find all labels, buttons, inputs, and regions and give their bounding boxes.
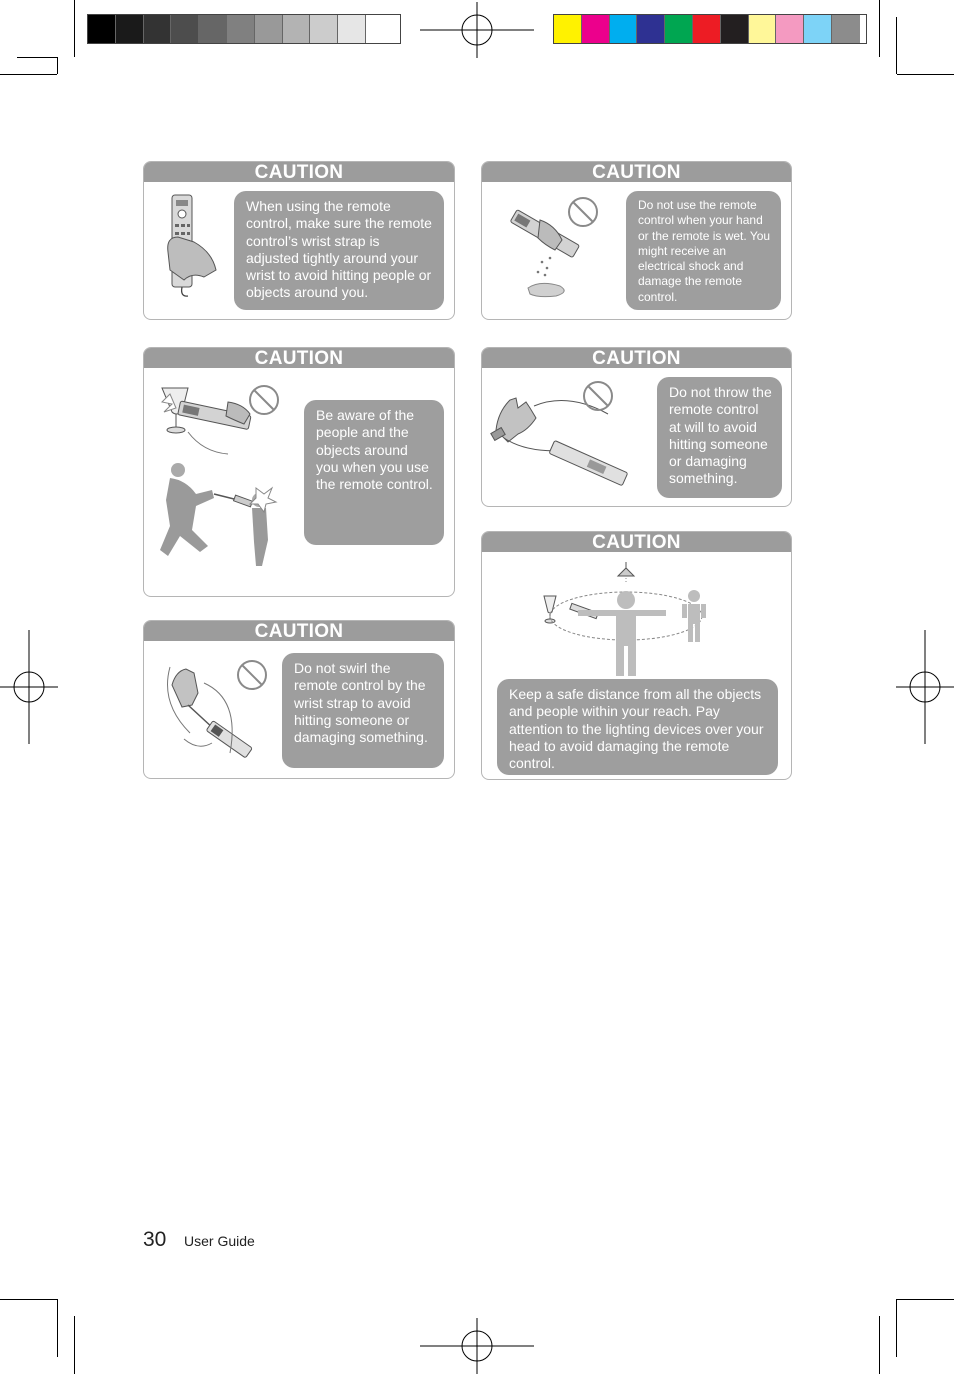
color-swatch [610, 15, 638, 43]
color-swatch [171, 15, 199, 43]
page-number: 30 [143, 1228, 167, 1251]
color-swatch [255, 15, 283, 43]
color-swatch [832, 15, 860, 43]
person-swinging-illustration [156, 460, 281, 572]
caution-box-wet-remote [481, 161, 792, 320]
color-swatch [366, 15, 394, 43]
remote-wrist-strap-illustration [164, 192, 224, 302]
caution-text: Do not throw the remote control at will to avoid hitting someone or damaging something. [657, 377, 782, 498]
caution-box-swirling [143, 620, 455, 779]
caution-box-surroundings [143, 347, 455, 597]
prohibition-icon [567, 196, 599, 228]
color-swatch [310, 15, 338, 43]
color-swatch [749, 15, 777, 43]
color-swatch [227, 15, 255, 43]
caution-box-throwing [481, 347, 792, 507]
color-swatch [721, 15, 749, 43]
caution-title: CAUTION [482, 348, 791, 368]
color-swatch [804, 15, 832, 43]
caution-box-safe-distance [481, 531, 792, 780]
caution-box-wrist-strap [143, 161, 455, 320]
prohibition-icon [248, 384, 280, 416]
registration-mark-right [896, 630, 954, 744]
caution-text: When using the remote control, make sure the remote control’s wrist strap is adjusted tightly around your wrist to avoid hitting people or objects around you. [234, 191, 444, 310]
caution-title: CAUTION [482, 162, 791, 182]
registration-mark-bottom [420, 1318, 534, 1374]
color-swatch [693, 15, 721, 43]
color-swatch [338, 15, 366, 43]
registration-mark-top [420, 2, 534, 58]
registration-mark-left [0, 630, 58, 744]
prohibition-icon [236, 659, 268, 691]
color-swatch [582, 15, 610, 43]
caution-text: Do not swirl the remote control by the wrist strap to avoid hitting someone or damaging something. [282, 653, 444, 768]
safe-distance-illustration [534, 560, 734, 678]
caution-text: Do not use the remote control when your hand or the remote is wet. You might receive an electrical shock and damage the remote control. [626, 191, 781, 310]
footer-label: User Guide [184, 1233, 255, 1249]
color-swatch [144, 15, 172, 43]
color-calibration-bar [553, 14, 867, 44]
color-swatch [88, 15, 116, 43]
caution-text: Be aware of the people and the objects around you when you use the remote control. [304, 400, 444, 545]
color-swatch [776, 15, 804, 43]
caution-title: CAUTION [482, 532, 791, 552]
caution-title: CAUTION [144, 348, 454, 368]
caution-text: Keep a safe distance from all the objects and people within your reach. Pay attention to the lighting devices over your head to avoid damaging the remote control. [497, 679, 778, 775]
color-swatch [665, 15, 693, 43]
color-swatch [199, 15, 227, 43]
grayscale-calibration-bar [87, 14, 401, 44]
color-swatch [283, 15, 311, 43]
caution-title: CAUTION [144, 621, 454, 641]
color-swatch [637, 15, 665, 43]
color-swatch [554, 15, 582, 43]
caution-title: CAUTION [144, 162, 454, 182]
color-swatch [116, 15, 144, 43]
prohibition-icon [582, 380, 614, 412]
